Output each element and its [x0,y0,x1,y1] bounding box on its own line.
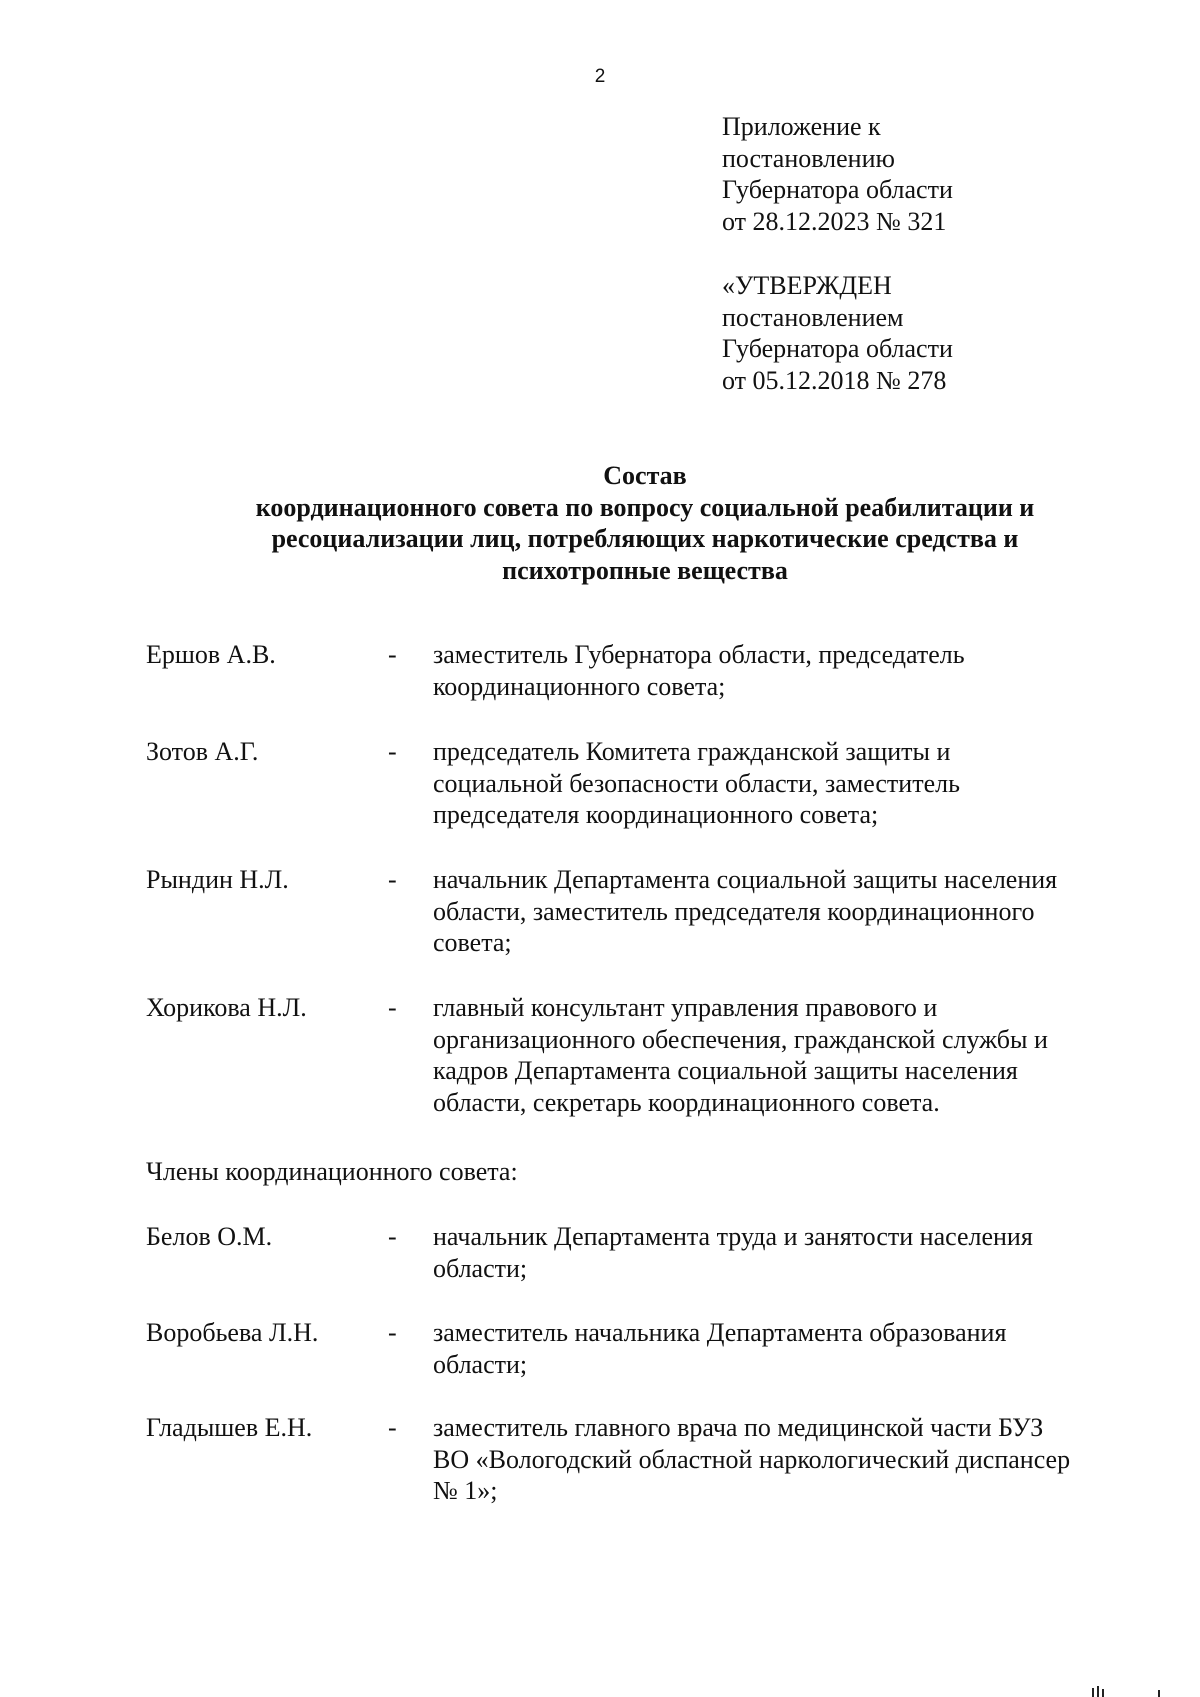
title-line: Состав [603,461,687,490]
appendix-line: от 28.12.2023 № 321 [722,206,947,236]
role-line: области; [433,1349,528,1379]
document-title [120,460,1170,586]
role-line: председателя координационного совета; [433,800,879,829]
member-dash: - [388,865,397,894]
approval-line: «УТВЕРЖДЕН [722,271,892,300]
page-number: 2 [594,66,606,87]
scan-artifact-marks [1080,1686,1180,1697]
member-dash: - [388,737,397,766]
appendix-line: Губернатора области [722,175,953,204]
member-role [433,736,1173,831]
role-line: социальной безопасности области, заместитель [433,768,960,798]
member-role [433,1221,1173,1284]
role-line: председатель Комитета гражданской защиты и [433,737,951,766]
member-name: Белов О.М. [146,1222,273,1251]
role-line: начальник Департамента социальной защиты населения [433,865,1058,894]
appendix-reference [722,111,953,237]
title-line: ресоциализации лиц, потребляющих наркотические средства и [271,524,1019,553]
role-line: области, заместитель председателя координационного [433,896,1035,926]
member-name: Воробьева Л.Н. [146,1318,319,1347]
title-line: координационного совета по вопросу социальной реабилитации и [255,492,1035,522]
appendix-line: Приложение к [722,112,881,141]
member-dash: - [388,1222,397,1251]
role-line: № 1»; [433,1476,498,1505]
approval-line: постановлением [722,302,904,332]
member-name: Гладышев Е.Н. [146,1413,313,1442]
member-dash: - [388,1318,397,1347]
member-dash: - [388,1413,397,1442]
role-line: начальник Департамента труда и занятости населения [433,1222,1033,1251]
role-line: координационного совета; [433,671,726,701]
member-name: Рындин Н.Л. [146,865,289,894]
members-section-label: Члены координационного совета: [146,1157,518,1186]
role-line: области, секретарь координационного совета. [433,1087,940,1117]
member-name: Хорикова Н.Л. [146,993,307,1022]
role-line: области; [433,1253,528,1283]
approval-reference [722,270,953,396]
appendix-line: постановлению [722,143,895,173]
role-line: ВО «Вологодский областной наркологический диспансер [433,1444,1071,1474]
role-line: главный консультант управления правового и [433,993,938,1022]
approval-line: Губернатора области [722,334,953,363]
role-line: заместитель Губернатора области, председатель [433,640,965,669]
approval-line: от 05.12.2018 № 278 [722,365,947,395]
member-role [433,992,1173,1118]
title-line: психотропные вещества [502,555,788,585]
member-dash: - [388,993,397,1022]
member-role [433,1317,1173,1380]
member-role [433,639,1173,702]
member-name: Зотов А.Г. [146,737,259,766]
role-line: кадров Департамента социальной защиты населения [433,1056,1018,1085]
role-line: заместитель главного врача по медицинской части БУЗ [433,1413,1044,1442]
role-line: заместитель начальника Департамента образования [433,1318,1007,1347]
role-line: организационного обеспечения, гражданской службы и [433,1024,1048,1054]
member-name: Ершов А.В. [146,640,276,669]
member-role [433,1412,1173,1507]
role-line: совета; [433,928,512,957]
member-dash: - [388,640,397,669]
member-role [433,864,1173,959]
